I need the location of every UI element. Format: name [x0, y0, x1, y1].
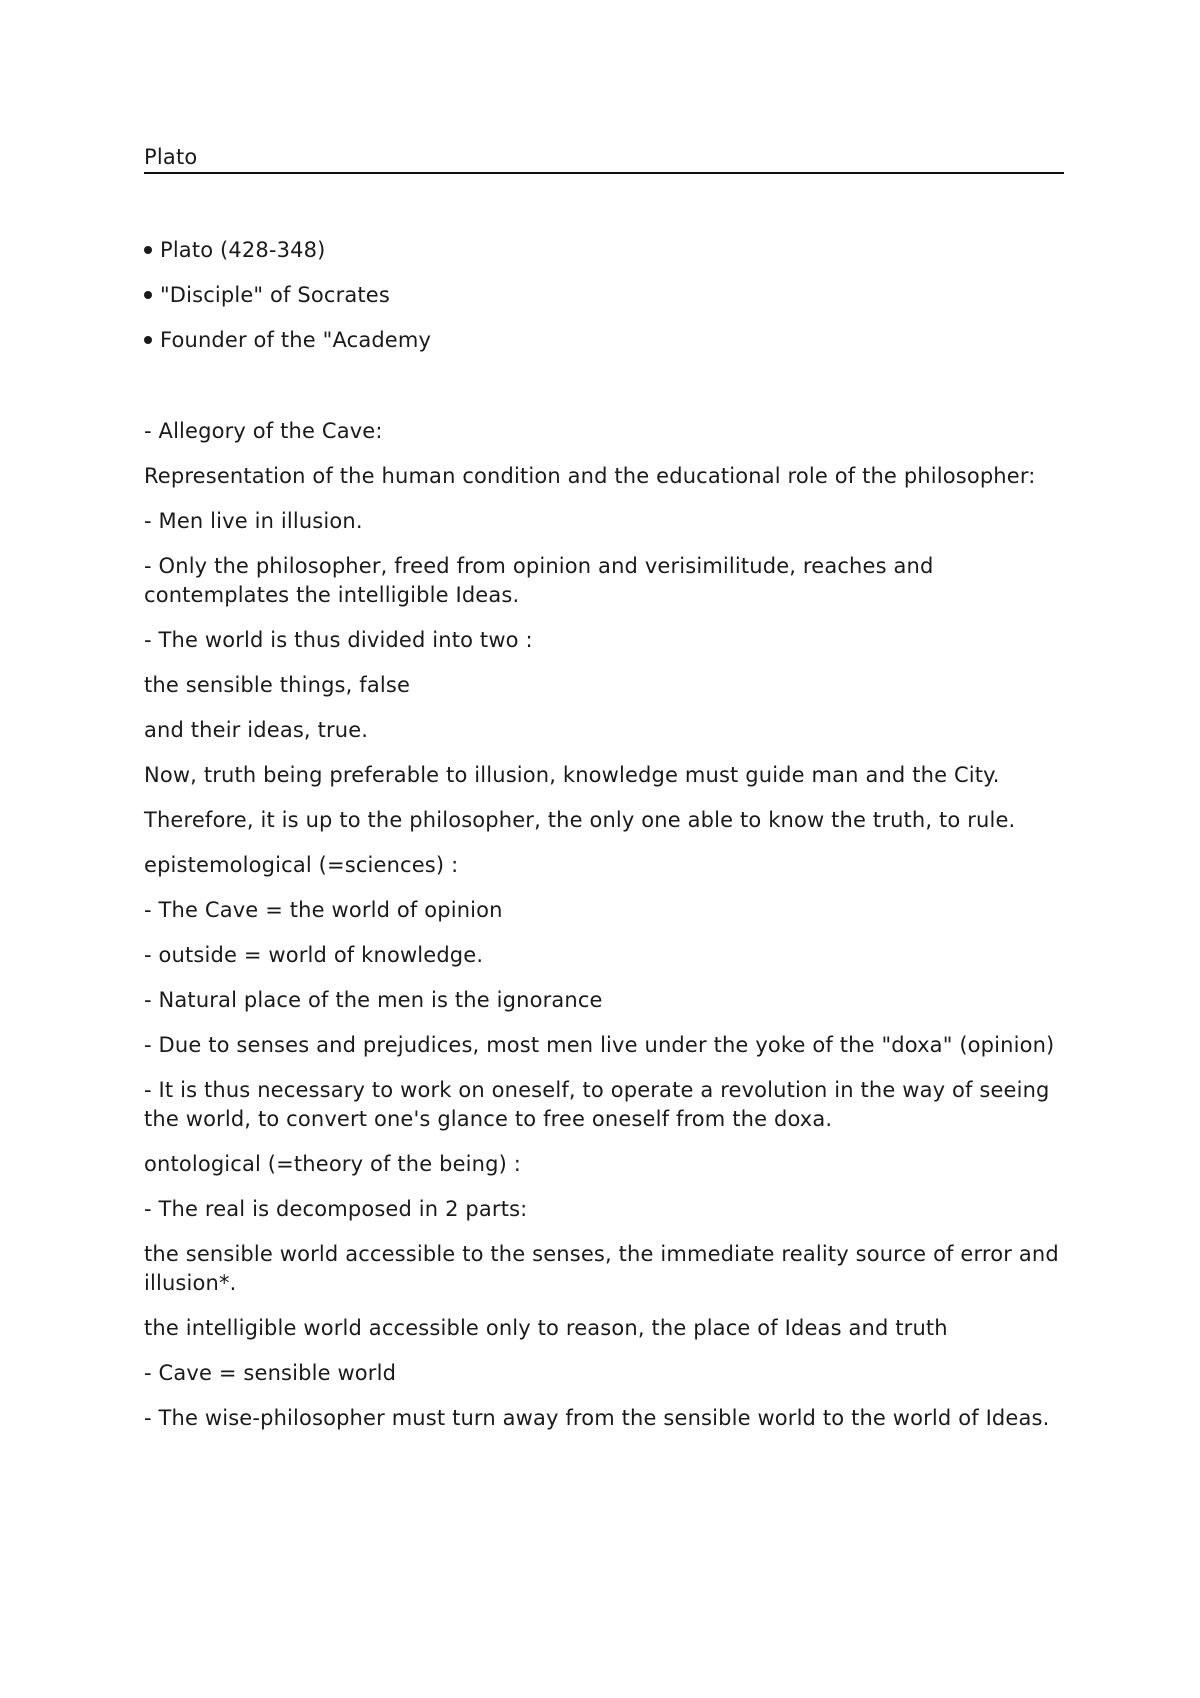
paragraph: - Men live in illusion.: [144, 509, 363, 533]
paragraph: the intelligible world accessible only to reason, the place of Ideas and truth: [144, 1316, 948, 1340]
section-heading: - Allegory of the Cave:: [144, 419, 383, 443]
paragraph: Now, truth being preferable to illusion, knowledge must guide man and the City.: [144, 763, 1000, 787]
bullet-item: [144, 326, 1064, 355]
paragraph: - Cave = sensible world: [144, 1361, 397, 1385]
paragraph: - outside = world of knowledge.: [144, 943, 484, 967]
bullet-icon: [144, 246, 152, 254]
paragraph: - Due to senses and prejudices, most men live under the yoke of the "doxa" (opinion): [144, 1033, 1055, 1057]
paragraph: - The real is decomposed in 2 parts:: [144, 1197, 528, 1221]
section-heading: ontological (=theory of the being) :: [144, 1152, 521, 1176]
paragraph: Representation of the human condition and the educational role of the philosopher:: [144, 464, 1036, 488]
page-header: [144, 142, 1064, 174]
paragraph: - Only the philosopher, freed from opinion and verisimilitude, reaches and contemplates the intelligible Ideas.: [144, 554, 934, 607]
document-body: [144, 236, 1064, 1449]
paragraph: the sensible things, false: [144, 673, 411, 697]
bullet-text: "Disciple" of Socrates: [160, 283, 390, 307]
paragraph: - The Cave = the world of opinion: [144, 898, 503, 922]
section-heading: epistemological (=sciences) :: [144, 853, 459, 877]
paragraph: - The world is thus divided into two :: [144, 628, 533, 652]
paragraph: the sensible world accessible to the senses, the immediate reality source of error and illusion*.: [144, 1242, 1059, 1295]
section-spacer: [144, 371, 1064, 417]
paragraph: and their ideas, true.: [144, 718, 369, 742]
paragraph: - The wise-philosopher must turn away from the sensible world to the world of Ideas.: [144, 1406, 1050, 1430]
paragraph: - It is thus necessary to work on oneself, to operate a revolution in the way of seeing the world, to convert one's glance to free oneself from the doxa.: [144, 1078, 1050, 1131]
bullet-icon: [144, 291, 152, 299]
paragraph: - Natural place of the men is the ignorance: [144, 988, 603, 1012]
bullet-item: [144, 281, 1064, 310]
page-title: Plato: [144, 145, 198, 169]
bullet-text: Founder of the "Academy: [160, 328, 432, 352]
bullet-icon: [144, 336, 152, 344]
bullet-item: [144, 236, 1064, 265]
bullet-text: Plato (428-348): [160, 238, 326, 262]
paragraph: Therefore, it is up to the philosopher, the only one able to know the truth, to rule.: [144, 808, 1016, 832]
